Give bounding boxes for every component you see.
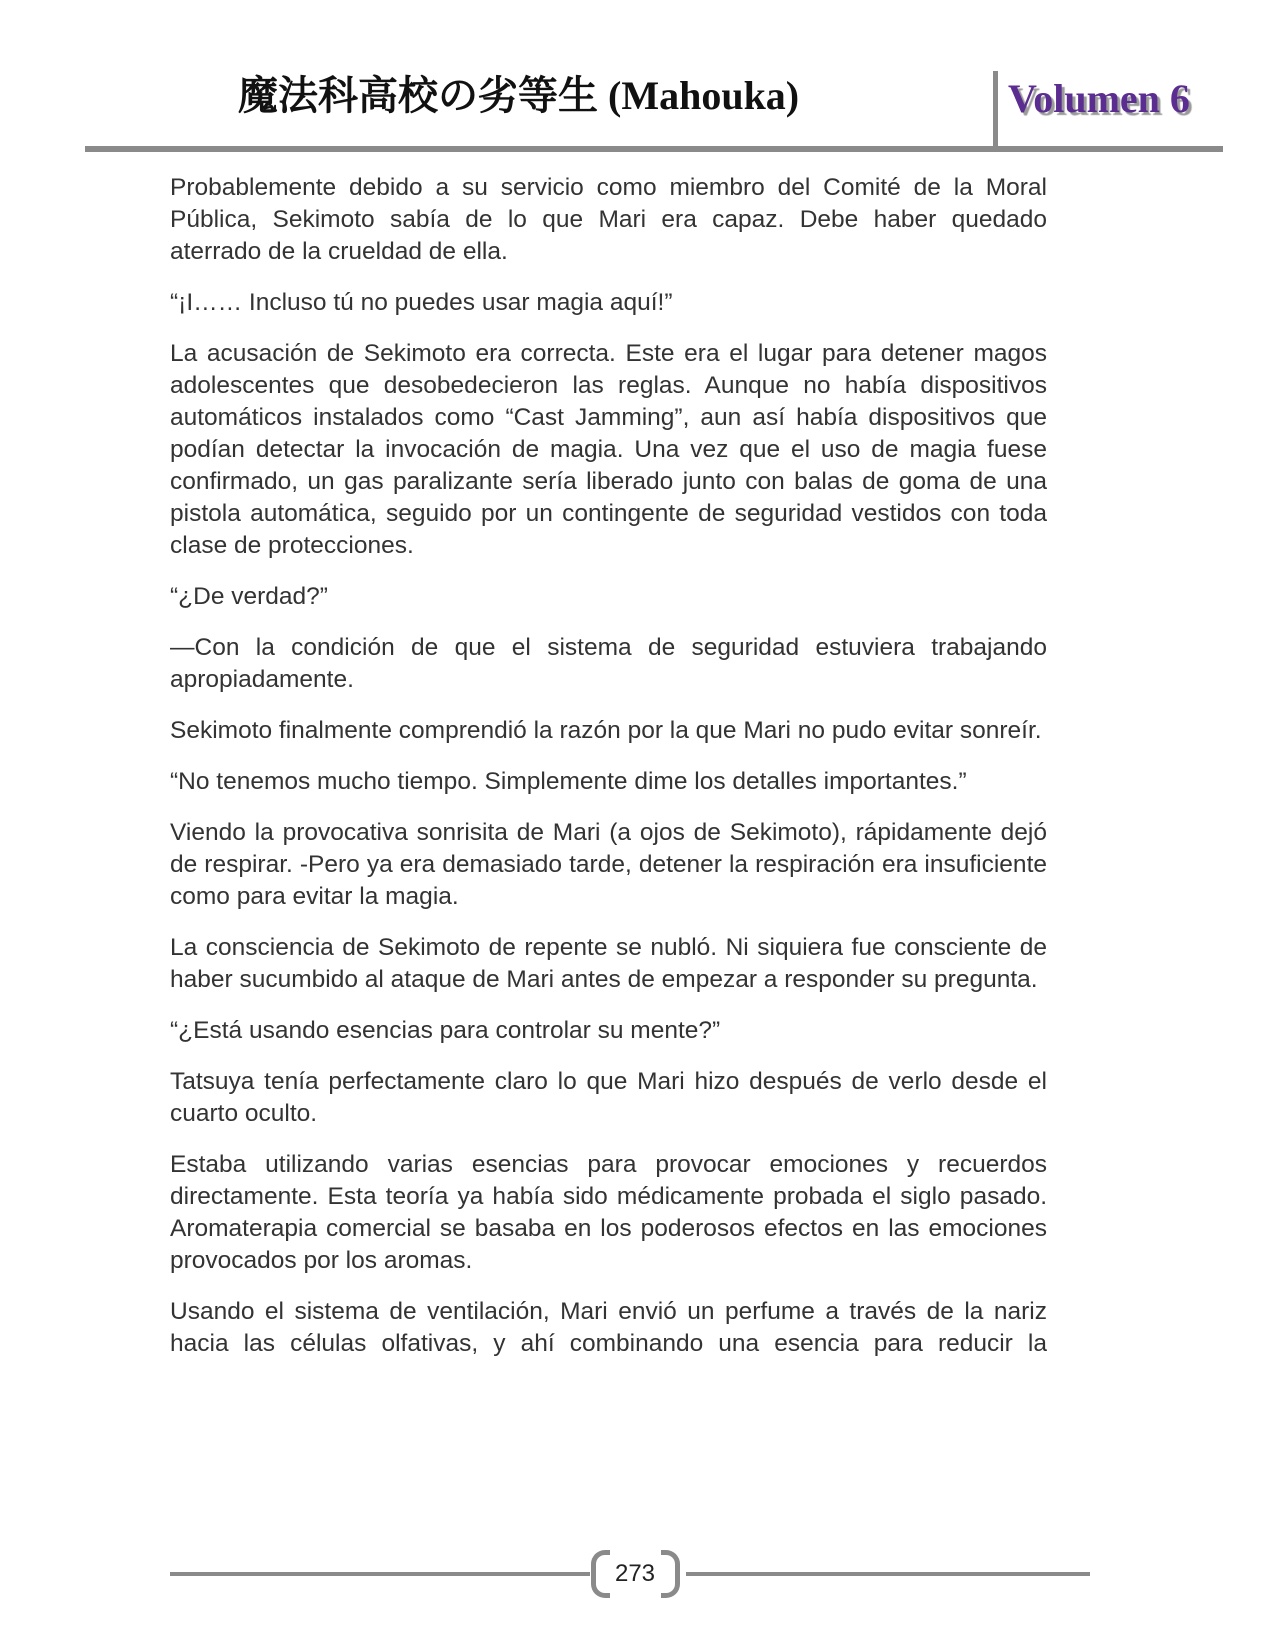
page-title: 魔法科高校の劣等生 (Mahouka) <box>238 73 800 118</box>
page-number: 273 <box>614 1560 656 1587</box>
page-number-bracket-right <box>661 1550 680 1598</box>
page-body <box>170 172 1047 1379</box>
paragraph: La consciencia de Sekimoto de repente se nubló. Ni siquiera fue consciente de haber sucumbido al ataque de Mari antes de empezar a responder su pregunta. <box>170 934 1047 993</box>
paragraph: Estaba utilizando varias esencias para provocar emociones y recuerdos directamente. Esta teoría ya había sido médicamente probada el siglo pasado. Aromaterapia comercial se basaba en los poderosos efectos en las emociones provocados por los aromas. <box>170 1151 1047 1274</box>
paragraph: “¿De verdad?” <box>170 583 328 610</box>
header-rule <box>85 146 1223 152</box>
volume-separator-bar <box>993 71 998 147</box>
paragraph: Usando el sistema de ventilación, Mari envió un perfume a través de la nariz hacia las células olfativas, y ahí combinando una esencia para reducir la <box>170 1298 1047 1357</box>
paragraph: “¿Está usando esencias para controlar su mente?” <box>170 1017 721 1044</box>
volume-label: Volumen 6 <box>1008 76 1190 121</box>
paragraph: —Con la condición de que el sistema de seguridad estuviera trabajando apropiadamente. <box>170 634 1047 693</box>
footer-rule-left <box>170 1572 590 1576</box>
paragraph: Probablemente debido a su servicio como miembro del Comité de la Moral Pública, Sekimoto sabía de lo que Mari era capaz. Debe haber quedado aterrado de la crueldad de ella. <box>170 174 1047 265</box>
footer-rule-right <box>686 1572 1090 1576</box>
paragraph: Viendo la provocativa sonrisita de Mari (a ojos de Sekimoto), rápidamente dejó de respirar. -Pero ya era demasiado tarde, detener la respiración era insuficiente como para evitar la magia. <box>170 819 1047 910</box>
paragraph: La acusación de Sekimoto era correcta. Este era el lugar para detener magos adolescentes que desobedecieron las reglas. Aunque no había dispositivos automáticos instalados como “Cast Jamming”, aun así había dispositivos que podían detectar la invocación de magia. Una vez que el uso de magia fuese confirmado, un gas paralizante sería liberado junto con balas de goma de una pistola automática, seguido por un contingente de seguridad vestidos con toda clase de protecciones. <box>170 340 1047 559</box>
paragraph: “¡I…… Incluso tú no puedes usar magia aquí!” <box>170 289 673 316</box>
paragraph: “No tenemos mucho tiempo. Simplemente dime los detalles importantes.” <box>170 768 967 795</box>
paragraph: Sekimoto finalmente comprendió la razón por la que Mari no pudo evitar sonreír. <box>170 717 1042 744</box>
paragraph: Tatsuya tenía perfectamente claro lo que Mari hizo después de verlo desde el cuarto oculto. <box>170 1068 1047 1127</box>
